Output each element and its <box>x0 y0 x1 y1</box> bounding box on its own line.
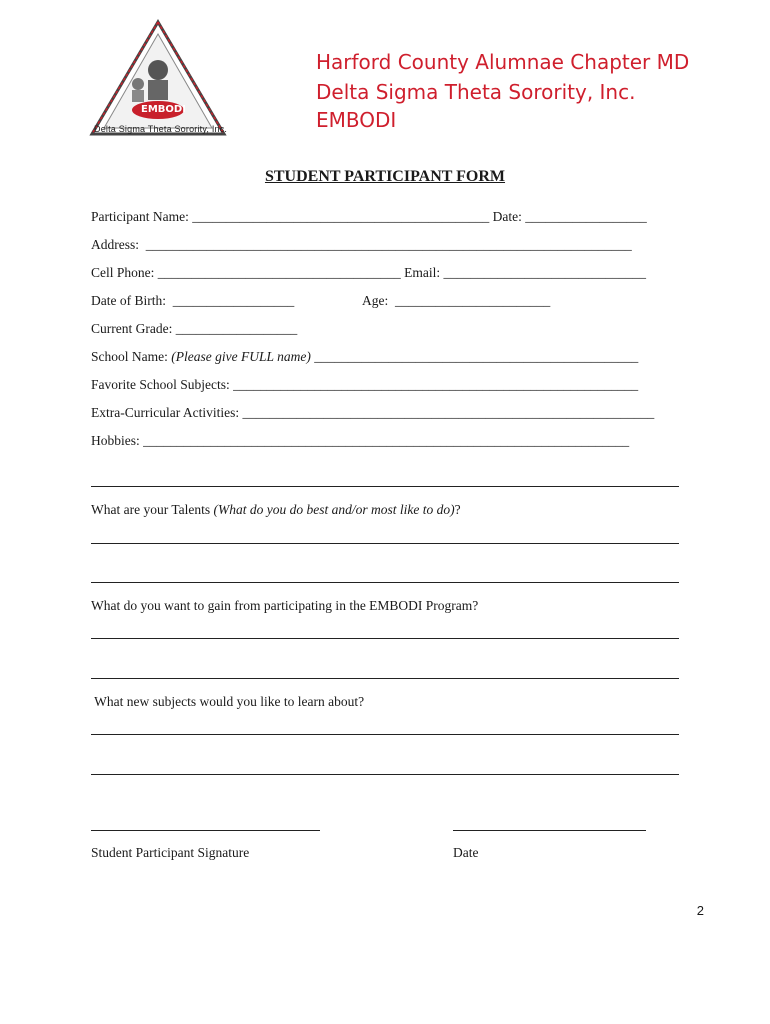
extracurricular-field[interactable]: Extra-Curricular Activities: _____________________________________________________________ <box>91 405 655 420</box>
age-field[interactable]: Age: _______________________ <box>362 293 551 308</box>
talents-answer-line-1[interactable] <box>91 543 679 544</box>
talents-end: ? <box>454 502 461 517</box>
org-name-line2: Delta Sigma Theta Sorority, Inc. <box>316 80 636 104</box>
current-grade-field[interactable]: Current Grade: __________________ <box>91 321 298 336</box>
date-label: Date <box>453 845 479 860</box>
talents-hint: (What do you do best and/or most like to do) <box>213 502 455 517</box>
signature-line[interactable] <box>91 830 320 831</box>
date-line[interactable] <box>453 830 646 831</box>
talents-label: What are your Talents <box>91 502 214 517</box>
hobbies-field[interactable]: Hobbies: ________________________________________________________________________ <box>91 433 630 448</box>
favorite-subjects-field[interactable]: Favorite School Subjects: ____________________________________________________________ <box>91 377 639 392</box>
cell-email-field[interactable]: Cell Phone: ____________________________________ Email: ______________________________ <box>91 265 646 280</box>
dob-field[interactable]: Date of Birth: __________________ <box>91 293 295 308</box>
gain-question: What do you want to gain from participating in the EMBODI Program? <box>91 598 479 613</box>
org-name-line1: Harford County Alumnae Chapter MD <box>316 50 690 74</box>
address-field[interactable]: Address: ________________________________________________________________________ <box>91 237 632 252</box>
subjects-answer-line-2[interactable] <box>91 774 679 775</box>
school-hint: (Please give FULL name) <box>171 349 311 364</box>
logo-word: EMBODI <box>141 104 186 115</box>
answer-line[interactable] <box>91 486 679 487</box>
participant-name-field[interactable]: Participant Name: ____________________________________________ Date: __________________ <box>91 209 647 224</box>
talents-answer-line-2[interactable] <box>91 582 679 583</box>
school-name-field[interactable] <box>91 349 638 365</box>
school-label: School Name: <box>91 349 172 364</box>
gain-answer-line-2[interactable] <box>91 678 679 679</box>
signature-label: Student Participant Signature <box>91 845 250 860</box>
org-name-line3: EMBODI <box>316 108 397 132</box>
school-line[interactable]: ________________________________________________ <box>310 349 639 364</box>
logo-caption: Delta Sigma Theta Sorority, Inc. <box>94 124 228 134</box>
subjects-answer-line-1[interactable] <box>91 734 679 735</box>
talents-question <box>91 502 461 518</box>
form-title: STUDENT PARTICIPANT FORM <box>264 168 506 185</box>
page-number: 2 <box>696 903 704 918</box>
embodi-logo <box>88 18 228 140</box>
gain-answer-line-1[interactable] <box>91 638 679 639</box>
subjects-question: What new subjects would you like to learn about? <box>91 694 365 709</box>
